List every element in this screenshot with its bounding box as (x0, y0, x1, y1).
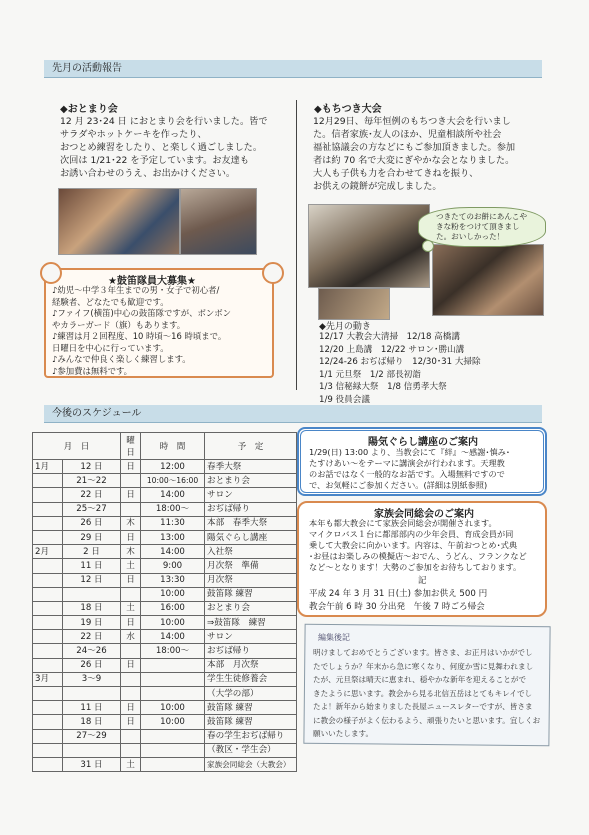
otomari-photo-1 (58, 188, 180, 255)
schedule-day: 11 日 (63, 701, 121, 715)
schedule-day: 24～26 (63, 644, 121, 658)
schedule-event: 月次祭 準備 (205, 559, 297, 573)
schedule-event: 鼓笛隊 練習 (205, 701, 297, 715)
schedule-row (33, 601, 297, 615)
schedule-dow: 日 (121, 658, 141, 672)
schedule-month (33, 701, 63, 715)
moves-list: 12/17 大教会大清掃 12/18 高橋講 12/20 上島講 12/22 サロン･勝山講 12/24-26 おぢば帰り 12/30･31 大掃除 1/1 元旦祭 1/2 部長初詣 1/3 信秘緑大祭 1/8 信勇孝大祭 1/9 役員会議 (319, 332, 481, 405)
column-divider (296, 100, 297, 390)
recruit-curl-right-icon (262, 262, 284, 284)
otomari-photo-2 (180, 188, 257, 255)
report-header: 先月の活動報告 (44, 60, 542, 78)
schedule-dow: 日 (121, 488, 141, 502)
schedule-day: 22 日 (63, 488, 121, 502)
schedule-time: 12:00 (141, 460, 205, 474)
schedule-event: 春季大祭 (205, 460, 297, 474)
recruit-title: ★鼓笛隊員大募集★ (108, 276, 196, 287)
schedule-event: サロン (205, 630, 297, 644)
schedule-time: 10:00 (141, 587, 205, 601)
mochi-bubble-text: つきたてのお餅にあんこやきな粉をつけて頂きました。おいしかった！ (436, 212, 528, 241)
schedule-day (63, 587, 121, 601)
schedule-time: 13:00 (141, 530, 205, 544)
otomari-text: 12 月 23･24 日 におとまり会を行いました。皆で サラダやホットケーキを作ったり、 おつとめ練習をしたり、と楽しく過ごしました。 次回は 1/21･22 を予定しています。お友達も お誘い合わせのうえ、お出かけください。 (60, 116, 268, 179)
schedule-event: 学生生徒修養会 (205, 672, 297, 686)
schedule-event: （大学の部） (205, 687, 297, 701)
schedule-row (33, 530, 297, 544)
schedule-month: 1月 (33, 460, 63, 474)
schedule-event: 本部 春季大祭 (205, 516, 297, 530)
schedule-event: 本部 月次祭 (205, 658, 297, 672)
schedule-row (33, 516, 297, 530)
schedule-time: 16:00 (141, 601, 205, 615)
schedule-row (33, 644, 297, 658)
schedule-event: おぢば帰り (205, 644, 297, 658)
recruit-curl-left-icon (40, 262, 62, 284)
col-date: 月 日 (33, 433, 121, 460)
schedule-event: （教区・学生会） (205, 743, 297, 757)
schedule-dow (121, 743, 141, 757)
col-time: 時 間 (141, 433, 205, 460)
schedule-table (32, 432, 297, 772)
schedule-day: 21～22 (63, 474, 121, 488)
schedule-time: 14:00 (141, 630, 205, 644)
schedule-day: 19 日 (63, 616, 121, 630)
schedule-dow: 日 (121, 701, 141, 715)
schedule-month (33, 474, 63, 488)
schedule-time: 9:00 (141, 559, 205, 573)
moves-title: ◆先月の動き (319, 322, 371, 332)
schedule-dow: 土 (121, 601, 141, 615)
schedule-time: 10:00 (141, 715, 205, 729)
schedule-time: 14:00 (141, 488, 205, 502)
schedule-month (33, 616, 63, 630)
schedule-day: 26 日 (63, 658, 121, 672)
schedule-month (33, 516, 63, 530)
schedule-day: 3～9 (63, 672, 121, 686)
schedule-month (33, 687, 63, 701)
schedule-day: 22 日 (63, 630, 121, 644)
schedule-row (33, 757, 297, 771)
schedule-month (33, 644, 63, 658)
schedule-month (33, 573, 63, 587)
schedule-event: 陽気ぐらし講座 (205, 530, 297, 544)
family-text: 本年も都大教会にて家族会同総会が開催されます。 マイクロバス１台に都部部内の少年会員、育成会員が同 乗して大教会に向かいます。内容は、午前おつとめ･式典 ･お昼はお楽しみの模擬店～おでん、うどん、フランクなど など～となります！大勢のご参加をお待ちしております。 (309, 518, 527, 572)
yoki-text: 1/29(日) 13:00 より、当教会にて『絆』～感謝･慎み･ たすけあい～をテーマに講演会が行われます。天理教 のお話ではなく一般的なお話です。入場無料ですので で、お気軽にご参加ください。(詳細は別紙参照) (309, 447, 510, 490)
schedule-dow (121, 474, 141, 488)
schedule-dow: 日 (121, 530, 141, 544)
schedule-time: 11:30 (141, 516, 205, 530)
schedule-row (33, 488, 297, 502)
schedule-month (33, 757, 63, 771)
schedule-month (33, 715, 63, 729)
schedule-row (33, 687, 297, 701)
schedule-day: 26 日 (63, 516, 121, 530)
schedule-time: 10:00 (141, 616, 205, 630)
yoki-title: 陽気ぐらし講座のご案内 (368, 437, 478, 448)
schedule-dow: 日 (121, 460, 141, 474)
schedule-day: 29 日 (63, 530, 121, 544)
family-detail-2: 教会午前 6 時 30 分出発 午後 7 時ごろ帰会 (309, 602, 485, 612)
schedule-event: おぢば帰り (205, 502, 297, 516)
editor-text: 明けましておめでとうございます。皆さま、お正月はいかがでし たでしょうか？年末から急に寒くなり、何度か雪に見舞われまし たが、元旦祭は晴天に恵まれ、穏やかな新年を迎えることがで きたように思います。教会から見る北信五岳はとてもキレイでし たよ！新年から始まりました長屋ニュースレターですが、皆さま に教会の様子がよく伝わるよう、頑張りたいと思います。宜しくお 願いいたします。 (313, 648, 541, 738)
recruit-text: ♪幼児～中学３年生までの男・女子で初心者/ 経験者、どなたでも歓迎です。 ♪ファイフ(横笛)中心の鼓笛隊ですが、ボンボン やカラーガード（旗）もあります。 ♪練習は月２回程度、10 時頃～16 時頃まで。 日曜日を中心に行っています。 ♪みんなで仲良く楽しく練習します。 ♪参加費は無料です。 (52, 285, 231, 376)
schedule-day: 31 日 (63, 757, 121, 771)
family-title: 家族会同総会のご案内 (374, 509, 474, 520)
mochi-photo-2 (432, 244, 544, 316)
schedule-dow: 土 (121, 757, 141, 771)
editor-title: 編集後記 (318, 633, 350, 642)
otomari-title: ◆おとまり会 (60, 104, 118, 115)
schedule-dow: 土 (121, 559, 141, 573)
schedule-row (33, 672, 297, 686)
schedule-dow (121, 587, 141, 601)
schedule-event: サロン (205, 488, 297, 502)
schedule-month: 2月 (33, 545, 63, 559)
schedule-dow: 日 (121, 715, 141, 729)
schedule-month (33, 530, 63, 544)
mochi-title: ◆もちつき大会 (314, 104, 382, 115)
family-detail-1: 平成 24 年 3 月 31 日(土) 参加お供え 500 円 (309, 589, 488, 599)
schedule-day: 12 日 (63, 573, 121, 587)
schedule-row (33, 616, 297, 630)
schedule-time (141, 672, 205, 686)
family-ki: 記 (418, 575, 427, 585)
schedule-row (33, 729, 297, 743)
mochi-photo-3 (318, 288, 390, 320)
schedule-event: ⇒鼓笛隊 練習 (205, 616, 297, 630)
schedule-day: 11 日 (63, 559, 121, 573)
schedule-header-row (33, 433, 297, 460)
schedule-month (33, 502, 63, 516)
schedule-time: 14:00 (141, 545, 205, 559)
schedule-event: おとまり会 (205, 601, 297, 615)
schedule-row (33, 460, 297, 474)
schedule-dow (121, 672, 141, 686)
schedule-row (33, 715, 297, 729)
schedule-event: おとまり会 (205, 474, 297, 488)
schedule-time: 18:00～ (141, 502, 205, 516)
schedule-day: 25～27 (63, 502, 121, 516)
schedule-dow: 日 (121, 573, 141, 587)
schedule-day (63, 687, 121, 701)
schedule-dow (121, 729, 141, 743)
schedule-row (33, 658, 297, 672)
schedule-row (33, 545, 297, 559)
schedule-day: 18 日 (63, 601, 121, 615)
col-dow: 曜日 (121, 433, 141, 460)
schedule-row (33, 573, 297, 587)
schedule-dow (121, 687, 141, 701)
schedule-event: 鼓笛隊 練習 (205, 715, 297, 729)
schedule-row (33, 701, 297, 715)
schedule-month (33, 587, 63, 601)
schedule-row (33, 474, 297, 488)
schedule-time (141, 757, 205, 771)
schedule-event: 春の学生おぢば帰り (205, 729, 297, 743)
schedule-row (33, 502, 297, 516)
schedule-row (33, 743, 297, 757)
schedule-dow (121, 644, 141, 658)
schedule-day: 27～29 (63, 729, 121, 743)
schedule-event: 家族会同総会（大教会） (205, 757, 297, 771)
schedule-day: 18 日 (63, 715, 121, 729)
schedule-month (33, 729, 63, 743)
schedule-dow: 水 (121, 630, 141, 644)
schedule-day: 2 日 (63, 545, 121, 559)
schedule-day (63, 743, 121, 757)
schedule-time: 10:00 (141, 701, 205, 715)
schedule-month (33, 601, 63, 615)
schedule-row (33, 587, 297, 601)
schedule-month (33, 743, 63, 757)
schedule-month (33, 630, 63, 644)
schedule-row (33, 559, 297, 573)
schedule-dow: 日 (121, 616, 141, 630)
schedule-month: 3月 (33, 672, 63, 686)
schedule-dow (121, 502, 141, 516)
schedule-month (33, 488, 63, 502)
schedule-day: 12 日 (63, 460, 121, 474)
schedule-time (141, 729, 205, 743)
mochi-photo-1 (308, 204, 430, 288)
schedule-time: 13:30 (141, 573, 205, 587)
schedule-event: 月次祭 (205, 573, 297, 587)
schedule-dow: 木 (121, 516, 141, 530)
schedule-dow: 木 (121, 545, 141, 559)
col-event: 予 定 (205, 433, 297, 460)
schedule-time (141, 743, 205, 757)
schedule-header: 今後のスケジュール (44, 405, 542, 423)
mochi-text: 12月29日、毎年恒例のもちつき大会を行いまし た。信者家族･友人のほか、児童相談所や社会 福祉協議会の方などにもご参加頂きました。参加 者は約 70 名で大変にぎやかな会となりました。 大人も子供も力を合わせてきねを振り、 お供えの鏡餅が完成しました。 (313, 116, 516, 192)
schedule-month (33, 559, 63, 573)
schedule-time (141, 687, 205, 701)
mochi-bubble-tail-icon (422, 240, 434, 252)
schedule-month (33, 658, 63, 672)
schedule-event: 入社祭 (205, 545, 297, 559)
schedule-event: 鼓笛隊 練習 (205, 587, 297, 601)
schedule-time (141, 658, 205, 672)
schedule-row (33, 630, 297, 644)
schedule-time: 10:00～16:00 (141, 474, 205, 488)
schedule-time: 18:00～ (141, 644, 205, 658)
